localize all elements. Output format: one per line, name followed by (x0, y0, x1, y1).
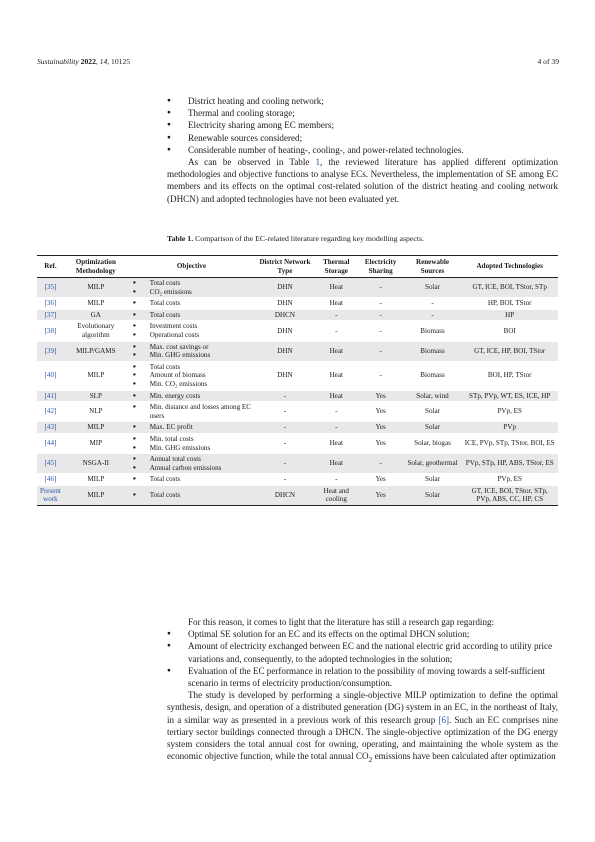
table-row (37, 309, 558, 321)
objective-item: ● Total costs (131, 299, 252, 308)
objective-cell (128, 433, 255, 453)
thermal-storage-cell: - (315, 309, 358, 321)
objective-cell (128, 298, 255, 310)
bullet-item: ● Amount of electricity exchanged between EC and the national electric grid according to utility price variations and, consequently, to the adopted technologies in the solution; (167, 640, 558, 664)
renewable-sources-cell: Biomass (404, 321, 462, 341)
network-type-cell: - (255, 390, 315, 402)
thermal-storage-cell: Heat (315, 433, 358, 453)
adopted-technologies-cell: BOI (461, 321, 558, 341)
network-type-cell: DHN (255, 278, 315, 298)
running-header-citation: Sustainability 2022, 14, 10125 (37, 57, 131, 66)
network-type-cell: - (255, 454, 315, 474)
renewable-sources-cell: Solar (404, 474, 462, 486)
adopted-technologies-cell: PVp, ES (461, 474, 558, 486)
bullet-item: ● Thermal and cooling storage; (167, 107, 558, 119)
renewable-sources-cell: Biomass (404, 361, 462, 390)
bullet-item: ● Optimal SE solution for an EC and its effects on the optimal DHCN solution; (167, 628, 558, 640)
objective-item: ● Total costs (131, 475, 252, 484)
objective-item: ● Min. CO₂ emissions (131, 380, 252, 389)
electricity-sharing-cell: - (358, 321, 404, 341)
table-row (37, 474, 558, 486)
thermal-storage-cell: Heat (315, 390, 358, 402)
reference-cell[interactable]: [45] (37, 454, 64, 474)
column-header: Thermal Storage (315, 256, 358, 278)
network-type-cell: - (255, 433, 315, 453)
table-row (37, 454, 558, 474)
column-header: Objective (128, 256, 255, 278)
objective-item: ● Investment costs (131, 322, 252, 331)
bullet-item: ● Considerable number of heating-, cooling-, and power-related technologies. (167, 144, 558, 156)
objective-item: ● Min. GHG emissions (131, 444, 252, 453)
objective-item: ● Total costs (131, 363, 252, 372)
electricity-sharing-cell: Yes (358, 402, 404, 422)
methodology-cell: MILP (64, 278, 128, 298)
reference-cell[interactable]: [39] (37, 341, 64, 361)
electricity-sharing-cell: Yes (358, 422, 404, 434)
column-header: District Network Type (255, 256, 315, 278)
column-header: Adopted Technologies (461, 256, 558, 278)
intro-section (167, 95, 558, 205)
renewable-sources-cell: Solar, geothermal (404, 454, 462, 474)
table-row (37, 361, 558, 390)
renewable-sources-cell: Solar, wind (404, 390, 462, 402)
reference-cell[interactable]: [37] (37, 309, 64, 321)
methodology-cell: MILP (64, 422, 128, 434)
objective-list (131, 455, 252, 472)
network-type-cell: DHCN (255, 309, 315, 321)
reference-cell[interactable]: [36] (37, 298, 64, 310)
bullet-item: ● District heating and cooling network; (167, 95, 558, 107)
paragraph-2: For this reason, it comes to light that the literature has still a research gap regarding: (188, 617, 495, 627)
objective-list (131, 299, 252, 308)
adopted-technologies-cell: GT, ICE, BOI, TStor, STp, PVp, ABS, CC, HP, CS (461, 485, 558, 505)
objective-cell (128, 422, 255, 434)
paragraph-3: The study is developed by performing a single-objective MILP optimization to define the optimal synthesis, design, and operation of a distributed generation (DG) system in an EC, in the northeast of Italy, in a similar way as presented in a previous work of this research group [6]. Such an EC comprises nine tertiary sector buildings connected through a DHCN. The single-objective optimization of the DG energy system considers the total annual cost for owning, operating, and maintaining the whole system as the economic objective function, while the total annual $CO_2$ emissions have been calculated after optimization (167, 690, 558, 765)
reference-cell[interactable]: [46] (37, 474, 64, 486)
methodology-cell: SLP (64, 390, 128, 402)
objective-cell (128, 485, 255, 505)
methodology-cell: NLP (64, 402, 128, 422)
thermal-storage-cell: Heat (315, 298, 358, 310)
electricity-sharing-cell: - (358, 309, 404, 321)
adopted-technologies-cell: BOI, HP, TStor (461, 361, 558, 390)
reference-cell[interactable]: [40] (37, 361, 64, 390)
table-caption (167, 234, 424, 243)
objective-cell (128, 390, 255, 402)
adopted-technologies-cell: PVp (461, 422, 558, 434)
table-row (37, 390, 558, 402)
thermal-storage-cell: Heat (315, 454, 358, 474)
objective-item: ● Annual carbon emissions (131, 464, 252, 473)
gap-bullet-list (167, 628, 558, 689)
reference-cell[interactable]: [44] (37, 433, 64, 453)
column-header: Optimization Methodology (64, 256, 128, 278)
objective-list (131, 491, 252, 500)
objective-item: ● Min. energy costs (131, 392, 252, 401)
electricity-sharing-cell: - (358, 278, 404, 298)
adopted-technologies-cell: PVp, STp, HP, ABS, TStor, ES (461, 454, 558, 474)
electricity-sharing-cell: - (358, 361, 404, 390)
thermal-storage-cell: - (315, 402, 358, 422)
methodology-cell: MILP (64, 298, 128, 310)
adopted-technologies-cell: HP (461, 309, 558, 321)
journal-year: 2022 (80, 57, 96, 66)
network-type-cell: DHN (255, 361, 315, 390)
methodology-cell: MILP (64, 474, 128, 486)
objective-cell (128, 309, 255, 321)
network-type-cell: - (255, 402, 315, 422)
article-number: 10125 (111, 57, 131, 66)
objective-cell (128, 321, 255, 341)
bullet-item: ● Renewable sources considered; (167, 132, 558, 144)
renewable-sources-cell: Solar (404, 402, 462, 422)
table-row (37, 485, 558, 505)
table-row (37, 298, 558, 310)
objective-item: ● Total costs (131, 311, 252, 320)
objective-list (131, 435, 252, 452)
electricity-sharing-cell: Yes (358, 474, 404, 486)
reference-cell[interactable]: [35] (37, 278, 64, 298)
network-type-cell: - (255, 422, 315, 434)
intro-bullet-list (167, 95, 558, 156)
electricity-sharing-cell: - (358, 454, 404, 474)
table-body (37, 278, 558, 506)
thermal-storage-cell: Heat (315, 278, 358, 298)
electricity-sharing-cell: Yes (358, 485, 404, 505)
renewable-sources-cell: Biomass (404, 341, 462, 361)
column-header: Electricity Sharing (358, 256, 404, 278)
thermal-storage-cell: - (315, 422, 358, 434)
reference-cell[interactable]: [43] (37, 422, 64, 434)
methodology-cell: GA (64, 309, 128, 321)
reference-cell[interactable]: [41] (37, 390, 64, 402)
objective-item: ● Total costs (131, 491, 252, 500)
methodology-cell: MILP (64, 485, 128, 505)
objective-item: ● CO₂ emissions (131, 288, 252, 297)
objective-item: ● Total costs (131, 279, 252, 288)
adopted-technologies-cell: GT, ICE, HP, BOI, TStor (461, 341, 558, 361)
objective-list (131, 343, 252, 360)
journal-name: Sustainability (37, 57, 79, 66)
renewable-sources-cell: Solar (404, 278, 462, 298)
objective-list (131, 279, 252, 296)
adopted-technologies-cell: STp, PVp, WT, ES, ICE, HP (461, 390, 558, 402)
table-row (37, 422, 558, 434)
thermal-storage-cell: Heat and cooling (315, 485, 358, 505)
table-caption-text: Comparison of the EC-related literature regarding key modelling aspects. (195, 234, 424, 243)
thermal-storage-cell: - (315, 474, 358, 486)
thermal-storage-cell: Heat (315, 341, 358, 361)
objective-list (131, 423, 252, 432)
methodology-cell: Evolutionary algorithm (64, 321, 128, 341)
methodology-cell: MILP/GAMS (64, 341, 128, 361)
objective-list (131, 311, 252, 320)
renewable-sources-cell: - (404, 298, 462, 310)
objective-cell (128, 474, 255, 486)
objective-cell (128, 361, 255, 390)
table-link[interactable]: 1 (315, 157, 321, 168)
objective-list (131, 403, 252, 420)
objective-item: ● Max. cost savings or (131, 343, 252, 352)
table-header-row (37, 256, 558, 278)
renewable-sources-cell: Solar, biogas (404, 433, 462, 453)
table-row (37, 433, 558, 453)
objective-cell (128, 454, 255, 474)
objective-item: ● Min. GHG emissions (131, 351, 252, 360)
objective-item: ● Min. distance and losses among EC users (131, 403, 252, 420)
renewable-sources-cell: - (404, 309, 462, 321)
column-header: Ref. (37, 256, 64, 278)
methodology-cell: NSGA-II (64, 454, 128, 474)
adopted-technologies-cell: GT, ICE, BOI, TStor, STp (461, 278, 558, 298)
renewable-sources-cell: Solar (404, 485, 462, 505)
adopted-technologies-cell: PVp, ES (461, 402, 558, 422)
table-label: Table 1. (167, 234, 194, 243)
bullet-item: ● Evaluation of the EC performance in relation to the possibility of moving towards a self-sufficient scenario in terms of electricity production/consumption. (167, 665, 558, 689)
column-header: Renewable Sources (404, 256, 462, 278)
table-row (37, 402, 558, 422)
page-number: 4 of 39 (537, 57, 559, 66)
bullet-item: ● Electricity sharing among EC members; (167, 119, 558, 131)
objective-list (131, 322, 252, 339)
thermal-storage-cell: Heat (315, 361, 358, 390)
methodology-cell: MIP (64, 433, 128, 453)
objective-list (131, 363, 252, 389)
table-row (37, 278, 558, 298)
network-type-cell: DHN (255, 321, 315, 341)
renewable-sources-cell: Solar (404, 422, 462, 434)
objective-cell (128, 278, 255, 298)
objective-item: ● Operational costs (131, 331, 252, 340)
electricity-sharing-cell: Yes (358, 390, 404, 402)
journal-volume: 14 (99, 57, 108, 66)
adopted-technologies-cell: ICE, PVp, STp, TStor, BOI, ES (461, 433, 558, 453)
electricity-sharing-cell: - (358, 298, 404, 310)
objective-item: ● Max. EC profit (131, 423, 252, 432)
adopted-technologies-cell: HP, BOI, TStor (461, 298, 558, 310)
reference-link[interactable]: [6] (438, 714, 450, 725)
reference-cell[interactable]: Present work (37, 485, 64, 505)
objective-item: ● Annual total costs (131, 455, 252, 464)
electricity-sharing-cell: - (358, 341, 404, 361)
paragraph-1: As can be observed in Table 1, the reviewed literature has applied different optimization methodologies and objective functions to analyse ECs. Nevertheless, the implementation of SE among EC members and its effects on the optimal cost-related solution of the district heating and cooling network (DHCN) and adopted technologies have not been evaluated yet. (167, 157, 558, 204)
gap-section (167, 616, 558, 766)
table-row (37, 341, 558, 361)
electricity-sharing-cell: Yes (358, 433, 404, 453)
objective-cell (128, 341, 255, 361)
reference-cell[interactable]: [38] (37, 321, 64, 341)
table-row (37, 321, 558, 341)
objective-list (131, 475, 252, 484)
objective-item: ● Amount of biomass (131, 371, 252, 380)
network-type-cell: DHN (255, 298, 315, 310)
network-type-cell: DHCN (255, 485, 315, 505)
network-type-cell: - (255, 474, 315, 486)
comparison-table (37, 255, 558, 506)
objective-list (131, 392, 252, 401)
methodology-cell: MILP (64, 361, 128, 390)
objective-item: ● Min. total costs (131, 435, 252, 444)
network-type-cell: DHN (255, 341, 315, 361)
reference-cell[interactable]: [42] (37, 402, 64, 422)
thermal-storage-cell: - (315, 321, 358, 341)
objective-cell (128, 402, 255, 422)
